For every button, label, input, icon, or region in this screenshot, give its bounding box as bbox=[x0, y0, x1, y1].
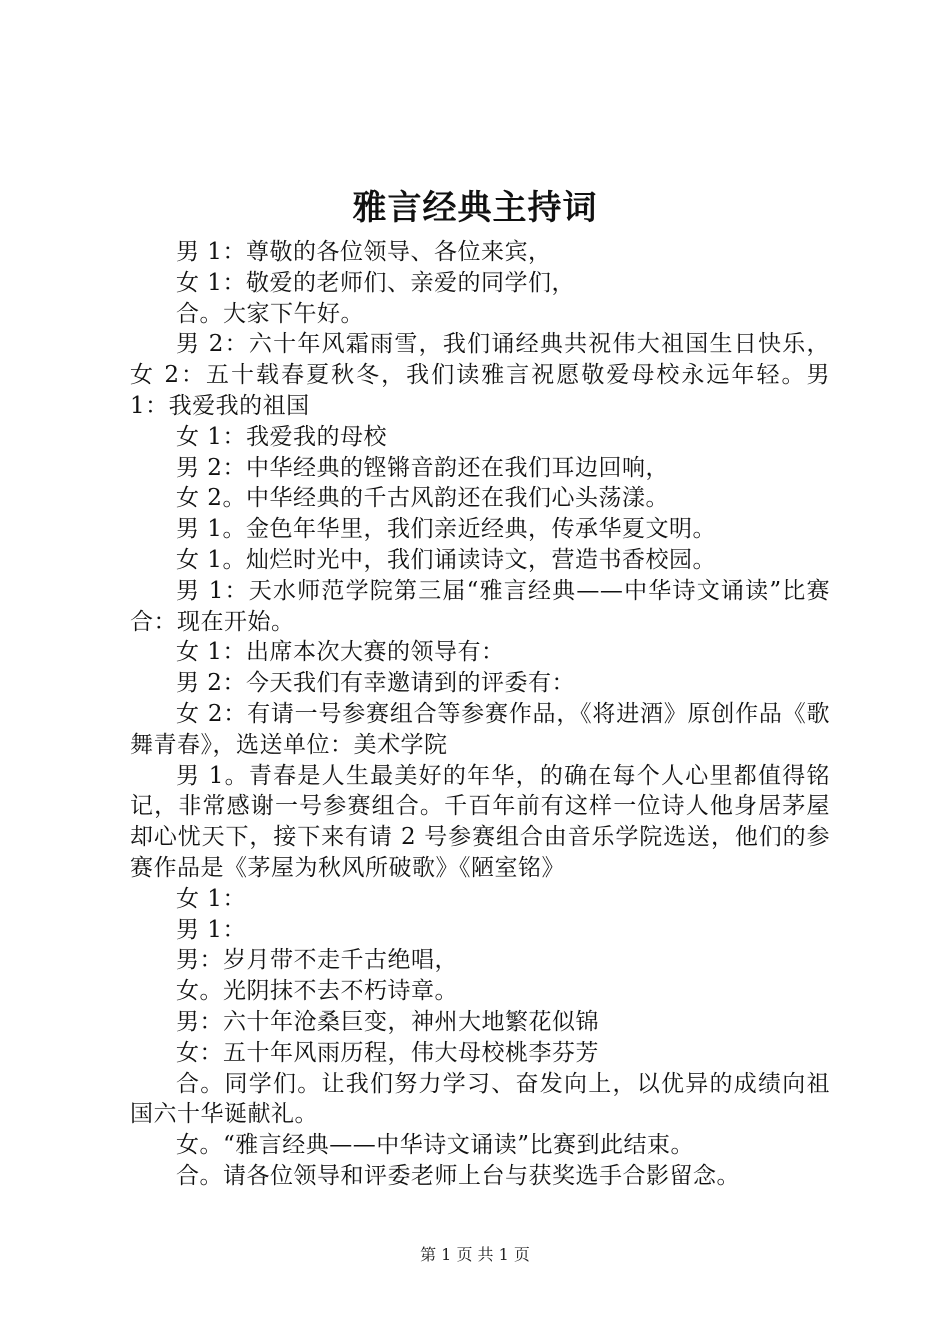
document-body bbox=[130, 237, 830, 1192]
paragraph: 男 2：今天我们有幸邀请到的评委有： bbox=[176, 670, 575, 697]
paragraph: 男 1：天水师范学院第三届“雅言经典——中华诗文诵读”比赛合：现在开始。 bbox=[130, 577, 830, 635]
paragraph: 男：岁月带不走千古绝唱， bbox=[176, 947, 458, 974]
page-footer: 第 1 页 共 1 页 bbox=[420, 1245, 530, 1264]
paragraph: 女 1。灿烂时光中，我们诵读诗文，营造书香校园。 bbox=[176, 546, 716, 573]
paragraph: 男：六十年沧桑巨变，神州大地繁花似锦 bbox=[176, 1008, 599, 1035]
paragraph: 女：五十年风雨历程，伟大母校桃李芬芳 bbox=[176, 1039, 599, 1066]
paragraph: 女 2：有请一号参赛组合等参赛作品，《将进酒》原创作品《歌舞青春》，选送单位：美术学院 bbox=[130, 700, 830, 758]
paragraph: 男 2：中华经典的铿锵音韵还在我们耳边回响， bbox=[176, 454, 669, 481]
paragraph: 合。大家下午好。 bbox=[176, 300, 364, 327]
paragraph: 女 1：出席本次大赛的领导有： bbox=[176, 639, 505, 666]
paragraph: 女 2。中华经典的千古风韵还在我们心头荡漾。 bbox=[176, 485, 669, 512]
paragraph: 合。请各位领导和评委老师上台与获奖选手合影留念。 bbox=[176, 1162, 740, 1189]
paragraph: 男 1。金色年华里，我们亲近经典，传承华夏文明。 bbox=[176, 516, 716, 543]
paragraph: 女 1：我爱我的母校 bbox=[176, 423, 387, 450]
paragraph: 女 1： bbox=[176, 885, 246, 912]
document-title: 雅言经典主持词 bbox=[352, 188, 598, 228]
paragraph: 女。光阴抹不去不朽诗章。 bbox=[176, 978, 458, 1005]
paragraph: 男 2：六十年风霜雨雪，我们诵经典共祝伟大祖国生日快乐，女 2：五十载春夏秋冬，我们读雅言祝愿敬爱母校永远年轻。男 1：我爱我的祖国 bbox=[130, 331, 830, 419]
paragraph: 女 1：敬爱的老师们、亲爱的同学们， bbox=[176, 269, 575, 296]
paragraph: 男 1。青春是人生最美好的年华，的确在每个人心里都值得铭记，非常感谢一号参赛组合。千百年前有这样一位诗人他身居茅屋却心忧天下，接下来有请 2 号参赛组合由音乐学院选送，他们的参赛作品是《茅屋为秋风所破歌》《陋室铭》 bbox=[130, 762, 830, 881]
paragraph: 男 1： bbox=[176, 916, 246, 943]
paragraph: 女。“雅言经典——中华诗文诵读”比赛到此结束。 bbox=[176, 1132, 695, 1159]
paragraph: 男 1：尊敬的各位领导、各位来宾， bbox=[176, 239, 552, 265]
paragraph: 合。同学们。让我们努力学习、奋发向上，以优异的成绩向祖国六十华诞献礼。 bbox=[130, 1070, 830, 1128]
